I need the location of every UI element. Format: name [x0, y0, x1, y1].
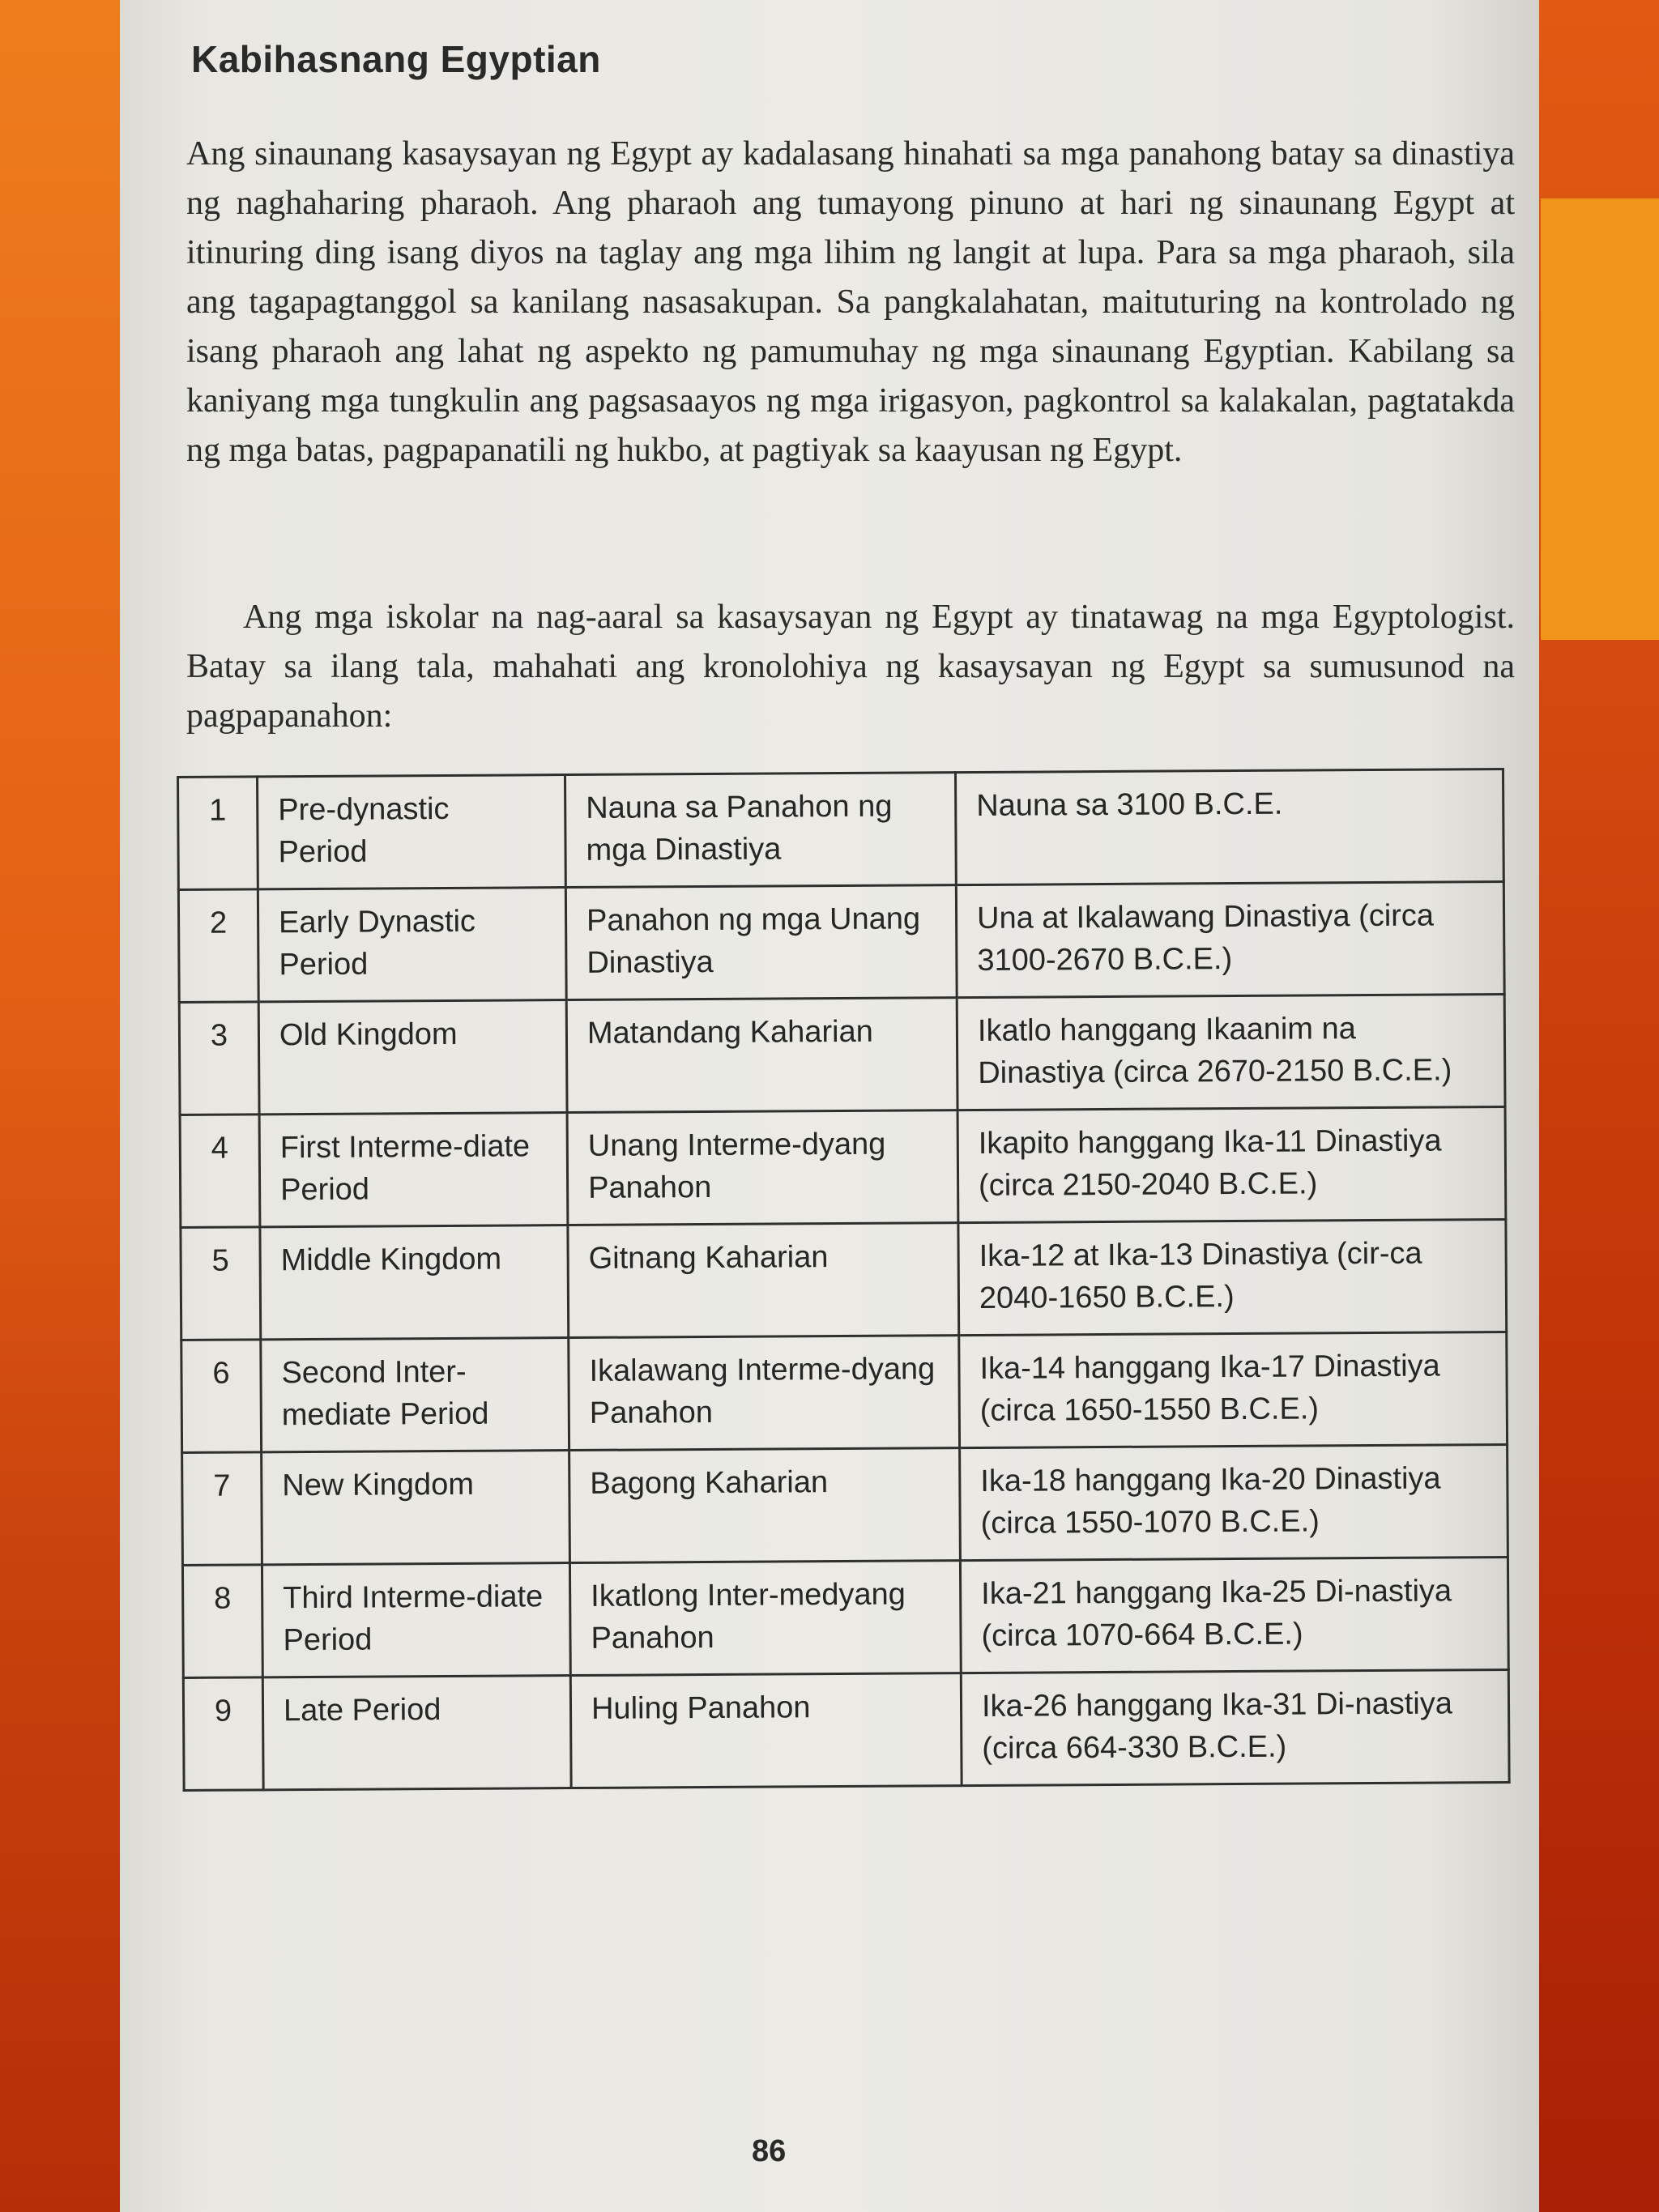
table-row — [178, 769, 1504, 889]
period-name-fil: Unang Interme-dyang Panahon — [567, 1110, 958, 1225]
period-name-fil: Nauna sa Panahon ng mga Dinastiya — [565, 773, 957, 888]
table-row — [183, 1669, 1509, 1790]
period-dates: Ika-26 hanggang Ika-31 Di-nastiya (circa 664-330 B.C.E.) — [961, 1669, 1509, 1785]
egyptologist-paragraph: Ang mga iskolar na nag-aaral sa kasaysayan ng Egypt ay tinatawag na mga Egyptologist. Batay sa ilang tala, mahahati ang kronolohiya ng kasaysayan ng Egypt sa sumusunod na pagpapanahon: — [186, 599, 1515, 735]
chronology-table-wrapper — [177, 768, 1508, 1792]
period-name-fil: Panahon ng mga Unang Dinastiya — [565, 885, 957, 1000]
period-dates: Ika-18 hanggang Ika-20 Dinastiya (circa 1550-1070 B.C.E.) — [960, 1444, 1508, 1560]
period-name-en: Third Interme-diate Period — [262, 1563, 570, 1677]
table-row — [180, 1106, 1506, 1227]
period-dates: Ika-12 at Ika-13 Dinastiya (cir-ca 2040-1650 B.C.E.) — [958, 1219, 1507, 1335]
orange-accent-bar — [1541, 198, 1659, 640]
period-dates: Ikapito hanggang Ika-11 Dinastiya (circa 2150-2040 B.C.E.) — [957, 1106, 1506, 1222]
row-number: 4 — [180, 1115, 260, 1228]
period-name-fil: Matandang Kaharian — [566, 998, 957, 1113]
row-number: 6 — [181, 1340, 262, 1453]
period-name-en: Second Inter-mediate Period — [261, 1338, 569, 1452]
period-name-fil: Huling Panahon — [570, 1673, 962, 1788]
book-page — [120, 0, 1539, 2212]
period-dates: Nauna sa 3100 B.C.E. — [955, 769, 1503, 884]
period-name-en: New Kingdom — [262, 1451, 570, 1565]
period-name-en: Old Kingdom — [258, 1000, 567, 1115]
table-row — [182, 1557, 1508, 1677]
row-number: 5 — [181, 1227, 261, 1340]
period-dates: Ika-21 hanggang Ika-25 Di-nastiya (circa 1070-664 B.C.E.) — [960, 1557, 1508, 1673]
table-row — [181, 1332, 1508, 1452]
period-name-fil: Ikatlong Inter-medyang Panahon — [569, 1561, 961, 1676]
chronology-table — [177, 768, 1511, 1792]
period-name-fil: Gitnang Kaharian — [568, 1223, 959, 1338]
period-name-en: Pre-dynastic Period — [258, 775, 566, 889]
row-number: 8 — [182, 1565, 262, 1678]
row-number: 2 — [178, 889, 258, 1003]
period-dates: Ika-14 hanggang Ika-17 Dinastiya (circa 1650-1550 B.C.E.) — [959, 1332, 1508, 1447]
table-row — [179, 994, 1505, 1115]
period-name-fil: Ikalawang Interme-dyang Panahon — [569, 1336, 960, 1451]
period-dates: Ikatlo hanggang Ikaanim na Dinastiya (circa 2670-2150 B.C.E.) — [957, 994, 1505, 1110]
period-dates: Una at Ikalawang Dinastiya (circa 3100-2670 B.C.E.) — [956, 881, 1504, 997]
period-name-en: Middle Kingdom — [260, 1225, 569, 1340]
row-number: 1 — [178, 777, 258, 890]
row-number: 9 — [183, 1677, 263, 1791]
period-name-fil: Bagong Kaharian — [569, 1448, 961, 1563]
page-number: 86 — [752, 2134, 787, 2168]
period-name-en: Late Period — [262, 1676, 571, 1790]
row-number: 7 — [182, 1452, 262, 1566]
row-number: 3 — [179, 1002, 259, 1115]
section-heading: Kabihasnang Egyptian — [191, 38, 601, 80]
table-row — [178, 881, 1504, 1002]
intro-paragraph: Ang sinaunang kasaysayan ng Egypt ay kadalasang hinahati sa mga panahong batay sa dinastiya ng naghaharing pharaoh. Ang pharaoh ang tumayong pinuno at hari ng sinaunang Egypt at itinuring ding isang diyos na taglay ang mga lihim ng langit at lupa. Para sa mga pharaoh, sila ang tagapagtanggol sa kanilang nasasakupan. Sa pangkalahatan, maituturing na kontrolado ng isang pharaoh ang lahat ng aspekto ng pamumuhay ng mga sinaunang Egyptian. Kabilang sa kaniyang mga tungkulin ang pagsasaayos ng mga irigasyon, pagkontrol sa kalakalan, pagtatakda ng mga batas, pagpapanatili ng hukbo, at pagtiyak sa kaayusan ng Egypt. — [186, 135, 1515, 469]
table-row — [182, 1444, 1508, 1565]
period-name-en: Early Dynastic Period — [258, 888, 566, 1002]
period-name-en: First Interme-diate Period — [259, 1113, 568, 1227]
table-row — [181, 1219, 1507, 1340]
